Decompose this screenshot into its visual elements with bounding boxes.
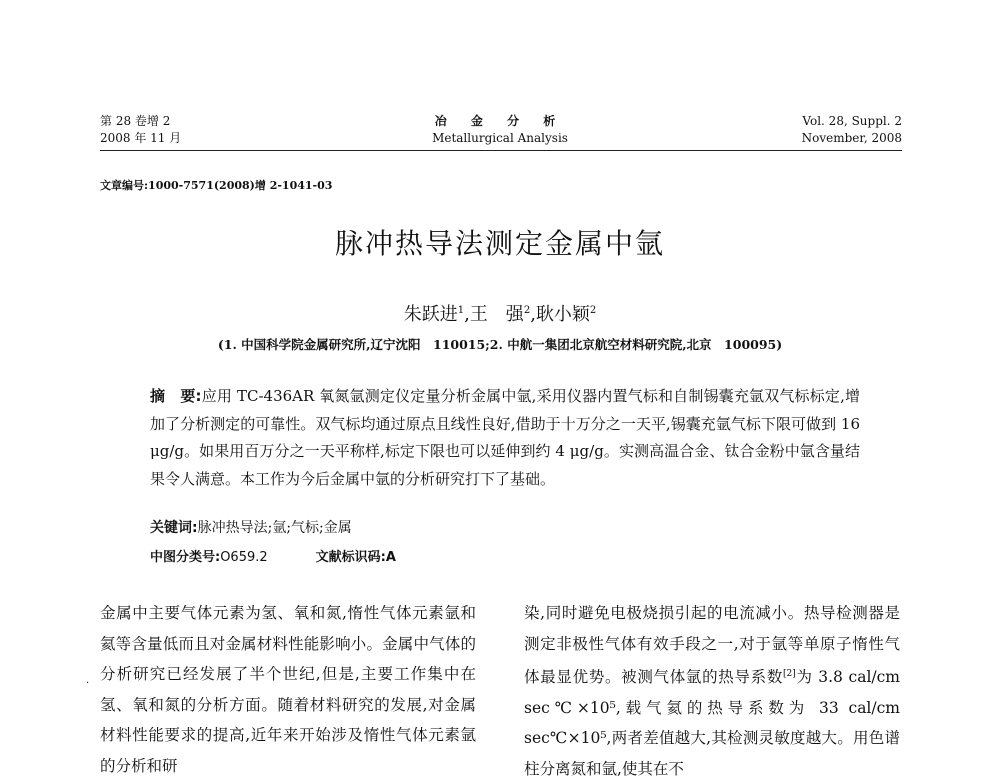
header-rule [100, 150, 902, 151]
citation-ref: [2] [783, 669, 796, 679]
header-volume-en-line1: Vol. 28, Suppl. 2 [802, 114, 902, 128]
header-journal-title-cn: 冶 金 分 析 [434, 114, 566, 128]
author-sep-2: , [530, 304, 536, 325]
margin-mark: · [86, 678, 90, 689]
paper-title: 脉冲热导法测定金属中氩 [334, 227, 665, 260]
clc-code: O659.2 [220, 550, 268, 565]
keywords-text: 脉冲热导法;氩;气标;金属 [197, 520, 352, 536]
keywords-label: 关键词: [150, 520, 198, 536]
body-column-right [524, 598, 900, 784]
body-column-left: 金属中主要气体元素为氢、氧和氮,惰性气体元素氩和氦等含量低而且对金属材料性能影响小。金属中气体的分析研究已经发展了半个世纪,但是,主要工作集中在氢、氧和氮的分析方面。随着材料研究的发展,对金属材料性能要求的提高,近年来开始涉及惰性气体元素氩的分析和研 [100, 604, 476, 775]
author-1: 朱跃进 [403, 304, 458, 325]
abstract-label: 摘 要: [150, 387, 202, 405]
body-right-part2: 为 3.8 cal/cm sec℃×10⁵,载气氦的热导系数为 33 cal/cm sec℃×10⁵,两者差值越大,其检测灵敏度越大。用色谱柱分离氮和氩,使其在不 [524, 668, 900, 778]
header-volume-en [802, 113, 902, 147]
header-journal-title-en: Metallurgical Analysis [432, 131, 568, 145]
author-3: 耿小颖 [535, 304, 590, 325]
header-journal [400, 113, 600, 147]
abstract-text: 应用 TC-436AR 氧氮氩测定仪定量分析金属中氩,采用仪器内置气标和自制锡囊充氩双气标标定,增加了分析测定的可靠性。双气标均通过原点且线性良好,借助于十万分之一天平,锡囊充氩气标下限可做到 16 μg/g。如果用百万分之一天平称样,标定下限也可以延伸到约 4 μg/g。实测高温合金、钛合金粉中氩含量结果令人满意。本工作为今后金属中氩的分析研究打下了基础。 [150, 387, 861, 488]
authors [0, 300, 1000, 326]
doc-code-label: 文献标识码: [315, 550, 386, 565]
article-number: 文章编号:1000-7571(2008)增 2-1041-03 [100, 179, 333, 192]
author-2: 王 强 [469, 304, 524, 325]
header-date: 2008 年 11 月 [100, 131, 182, 145]
header-volume: 第 28 卷增 2 [100, 114, 171, 128]
header-volume-en-line2: November, 2008 [801, 131, 902, 145]
clc-label: 中图分类号: [150, 550, 221, 565]
doc-code: A [385, 550, 396, 565]
header-volume-info [100, 113, 181, 147]
author-1-affil: 1 [457, 305, 465, 316]
author-2-affil: 2 [523, 305, 531, 316]
author-3-affil: 2 [589, 305, 597, 316]
author-sep-1: , [464, 304, 470, 325]
keywords [150, 517, 352, 537]
body-right-part1: 染,同时避免电极烧损引起的电流减小。热导检测器是测定非极性气体有效手段之一,对于氩等单原子惰性气体最显优势。被测气体氩的热导系数 [524, 604, 900, 687]
abstract [150, 383, 860, 493]
affiliations: (1. 中国科学院金属研究所,辽宁沈阳 110015;2. 中航一集团北京航空材料研究院,北京 100095) [217, 337, 783, 352]
classification [150, 546, 396, 565]
